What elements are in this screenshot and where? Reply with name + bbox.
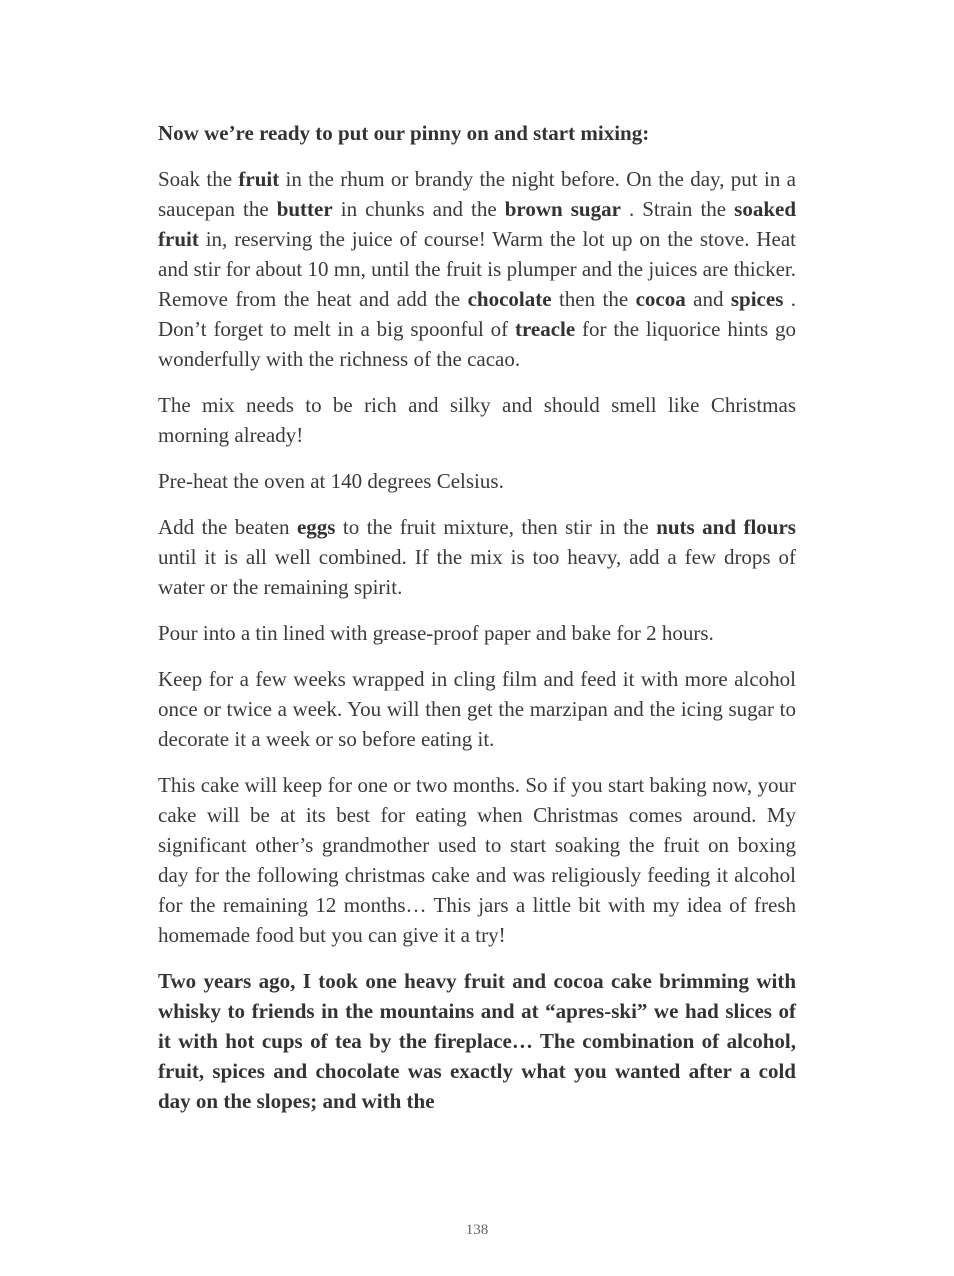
ingredient-chocolate: chocolate (467, 287, 552, 311)
paragraph-mix-silky: The mix needs to be rich and silky and should smell like Christmas morning already! (158, 393, 796, 447)
ingredient-eggs: eggs (296, 515, 336, 539)
paragraph-preheat: Pre-heat the oven at 140 degrees Celsius. (158, 469, 504, 493)
text-run: to the fruit mixture, then stir in the (335, 515, 657, 539)
page-number: 138 (465, 1222, 489, 1238)
paragraph-keep-months: This cake will keep for one or two months. So if you start baking now, your cake will be at its best for eating when Christmas comes around. My significant other’s grandmother used to start soaking the fruit on boxing day for the following christmas cake and was religiously feeding it alcohol for the remaining 12 months… This jars a little bit with my idea of fresh homemade food but you can give it a try! (158, 773, 796, 947)
paragraph-keep-weeks: Keep for a few weeks wrapped in cling film and feed it with more alcohol once or twice a week. You will then get the marzipan and the icing sugar to decorate it a week or so before eating it. (158, 667, 796, 751)
text-run: until it is all well combined. If the mix is too heavy, add a few drops of water or the remaining spirit. (158, 545, 796, 599)
paragraph-add-eggs (158, 512, 796, 602)
ingredient-treacle: treacle (514, 317, 576, 341)
text-run: for the liquorice hints go wonderfully with the richness of the cacao. (158, 317, 796, 371)
paragraph-soak-fruit (158, 164, 796, 374)
text-run: in the rhum or brandy the night before. On the day, put in a saucepan the (158, 167, 796, 221)
page-body (158, 118, 796, 1132)
ingredient-nuts-and-flours: nuts and flours (656, 515, 796, 539)
text-run: in chunks and the (332, 197, 505, 221)
text-run: . Don’t forget to melt in a big spoonful of (158, 287, 797, 341)
text-run: Add the beaten (158, 515, 297, 539)
section-heading: Now we’re ready to put our pinny on and start mixing: (158, 121, 650, 145)
ingredient-cocoa: cocoa (635, 287, 686, 311)
paragraph-apres-ski: Two years ago, I took one heavy fruit and cocoa cake brimming with whisky to friends in the mountains and at “apres-ski” we had slices of it with hot cups of tea by the fireplace… The combination of alcohol, fruit, spices and chocolate was exactly what you wanted after a cold day on the slopes; and with the (158, 969, 796, 1113)
ingredient-spices: spices (730, 287, 784, 311)
paragraph-bake: Pour into a tin lined with grease-proof paper and bake for 2 hours. (158, 621, 714, 645)
text-run: and (685, 287, 731, 311)
ingredient-butter: butter (276, 197, 333, 221)
ingredient-soaked-fruit: soaked fruit (158, 197, 796, 251)
text-run: then the (551, 287, 636, 311)
ingredient-fruit: fruit (238, 167, 280, 191)
text-run: . Strain the (620, 197, 735, 221)
text-run: in, reserving the juice of course! Warm the lot up on the stove. Heat and stir for about 10 mn, until the fruit is plumper and the juices are thicker. Remove from the heat and add the (158, 227, 796, 311)
text-run: Soak the (158, 167, 239, 191)
ingredient-brown-sugar: brown sugar (504, 197, 621, 221)
